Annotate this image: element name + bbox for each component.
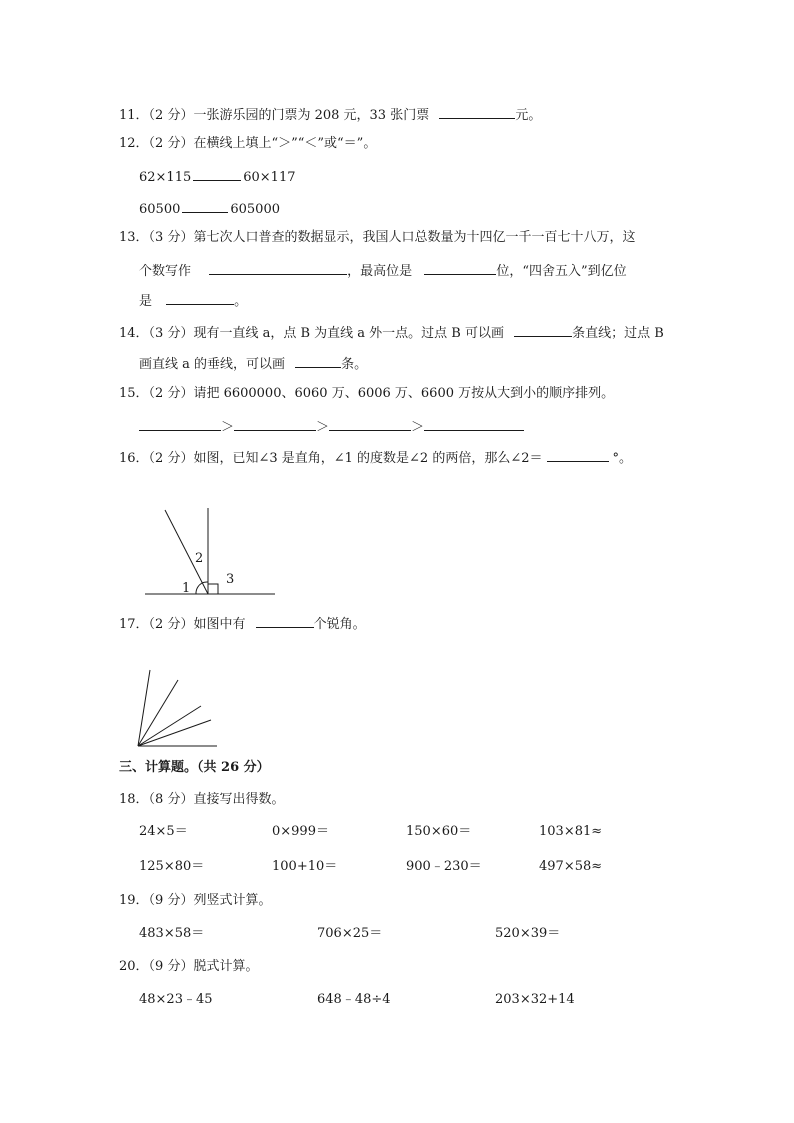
angle-label-1: 1 bbox=[182, 581, 191, 596]
calc-item: 0×999＝ bbox=[272, 824, 329, 839]
angle-diagram bbox=[145, 508, 285, 598]
question-19: 19．（9 分）列竖式计算。 bbox=[119, 893, 272, 908]
answer-blank[interactable] bbox=[439, 104, 515, 119]
calc-item: 483×58＝ bbox=[139, 926, 205, 941]
question-11: 11．（2 分）一张游乐园的门票为 208 元，33 张门票 元。 bbox=[119, 104, 541, 125]
ordering-blanks: ＞ ＞ ＞ bbox=[139, 416, 524, 437]
question-13-line-1: 13．（3 分）第七次人口普查的数据显示，我国人口总数量为十四亿一千一百七十八万，这 bbox=[119, 230, 636, 245]
calc-item: 520×39＝ bbox=[495, 926, 561, 941]
calc-item: 497×58≈ bbox=[539, 859, 603, 874]
comparison-row-2: 60500 605000 bbox=[139, 198, 280, 219]
calc-item: 203×32+14 bbox=[495, 992, 575, 1007]
question-13-line-3: 是 。 bbox=[139, 290, 247, 311]
calc-item: 648﹣48÷4 bbox=[317, 992, 391, 1007]
calc-item: 150×60＝ bbox=[406, 824, 472, 839]
calc-item: 125×80＝ bbox=[139, 859, 205, 874]
answer-blank[interactable] bbox=[139, 416, 221, 431]
answer-blank[interactable] bbox=[424, 416, 524, 431]
right-angle-mark bbox=[208, 584, 218, 594]
question-18: 18．（8 分）直接写出得数。 bbox=[119, 792, 285, 807]
answer-blank[interactable] bbox=[209, 260, 347, 275]
answer-blank[interactable] bbox=[182, 198, 228, 213]
question-14-line-2: 画直线 a 的垂线，可以画 条。 bbox=[139, 353, 367, 374]
answer-blank[interactable] bbox=[234, 416, 316, 431]
answer-blank[interactable] bbox=[514, 322, 572, 337]
answer-blank[interactable] bbox=[329, 416, 411, 431]
angle-arc-1 bbox=[196, 583, 202, 594]
answer-blank[interactable] bbox=[547, 447, 609, 462]
answer-blank[interactable] bbox=[193, 166, 241, 181]
answer-blank[interactable] bbox=[166, 290, 234, 305]
question-12: 12．（2 分）在横线上填上“＞”“＜”或“＝”。 bbox=[119, 136, 377, 151]
ray-4 bbox=[138, 720, 211, 746]
section-title: 三、计算题。（共 26 分） bbox=[119, 760, 270, 775]
rays-diagram bbox=[138, 670, 228, 750]
answer-blank[interactable] bbox=[256, 613, 314, 628]
answer-blank[interactable] bbox=[424, 260, 496, 275]
question-15: 15．（2 分）请把 6600000、6060 万、6006 万、6600 万按从大到小的顺序排列。 bbox=[119, 386, 615, 401]
question-16: 16．（2 分）如图，已知∠3 是直角，∠1 的度数是∠2 的两倍，那么∠2＝ °。 bbox=[119, 447, 632, 468]
angle-label-2: 2 bbox=[195, 551, 204, 566]
calc-item: 103×81≈ bbox=[539, 824, 603, 839]
calc-item: 900﹣230＝ bbox=[406, 859, 482, 874]
calc-item: 706×25＝ bbox=[317, 926, 383, 941]
calc-item: 100+10＝ bbox=[272, 859, 338, 874]
ray-1 bbox=[138, 670, 150, 746]
calc-item: 48×23﹣45 bbox=[139, 992, 213, 1007]
answer-blank[interactable] bbox=[295, 353, 341, 368]
question-20: 20．（9 分）脱式计算。 bbox=[119, 959, 259, 974]
question-14-line-1: 14．（3 分）现有一直线 a，点 B 为直线 a 外一点。过点 B 可以画 条直线；过点 B bbox=[119, 322, 664, 343]
question-17: 17．（2 分）如图中有 个锐角。 bbox=[119, 613, 366, 634]
angle-label-3: 3 bbox=[226, 572, 235, 587]
calc-item: 24×5＝ bbox=[139, 824, 188, 839]
question-13-line-2: 个数写作 ，最高位是 位，“四舍五入”到亿位 bbox=[139, 260, 627, 281]
comparison-row-1: 62×115 60×117 bbox=[139, 166, 296, 187]
ray-2 bbox=[138, 680, 178, 746]
angle-arc-2 bbox=[202, 582, 208, 583]
ray-3 bbox=[138, 706, 201, 746]
